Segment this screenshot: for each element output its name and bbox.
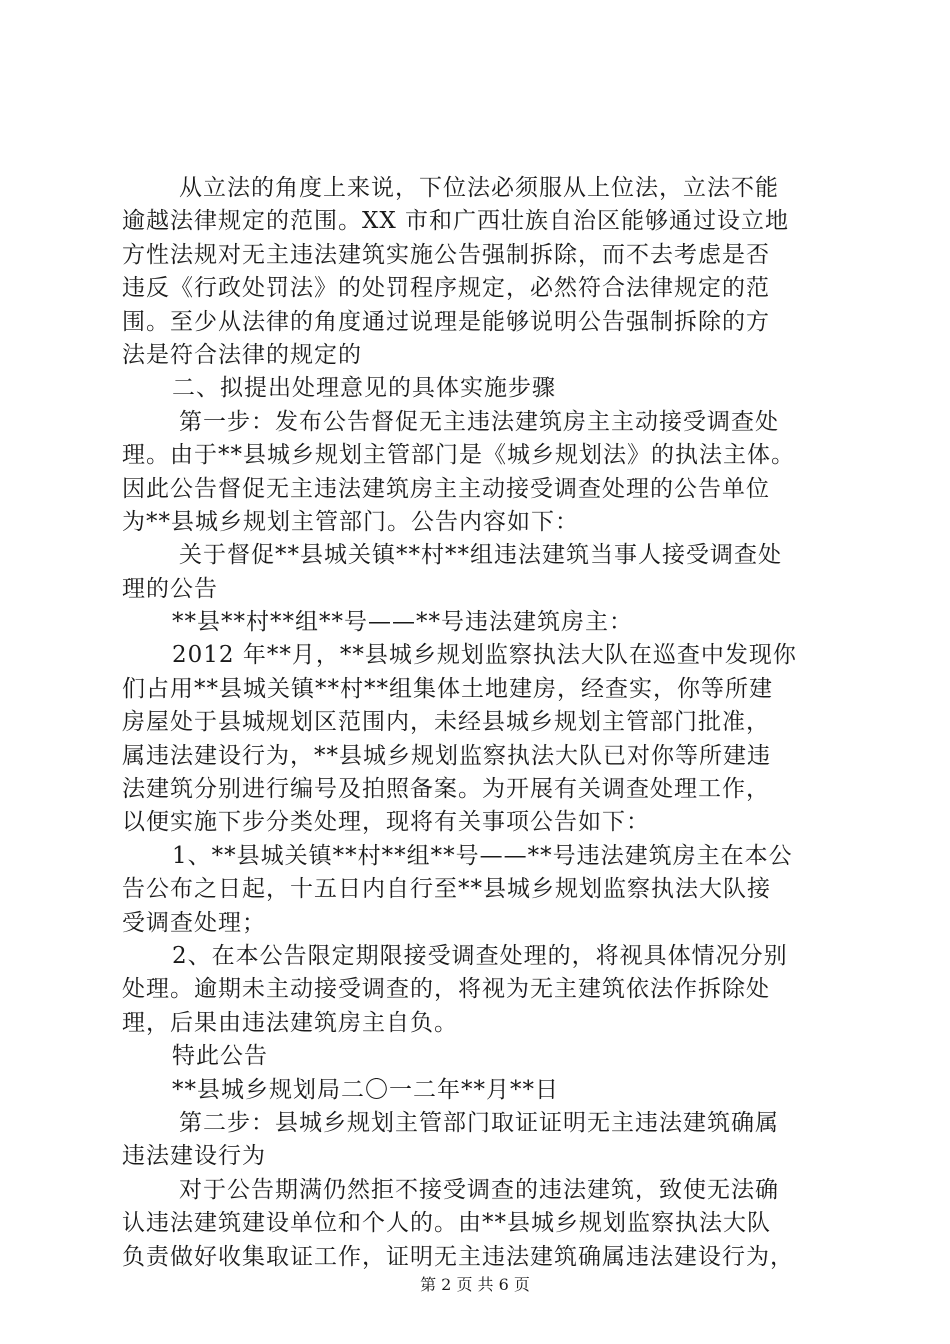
- paragraph-line: 负责做好收集取证工作，证明无主违法建筑确属违法建设行为，: [122, 1243, 794, 1270]
- notice-signature: **县城乡规划局二〇一二年**月**日: [172, 1076, 559, 1103]
- paragraph-line: 违法建设行为: [122, 1143, 266, 1170]
- notice-closing: 特此公告: [172, 1043, 268, 1070]
- page-footer: 第 2 页 共 6 页: [420, 1275, 530, 1294]
- paragraph-line: 第二步：县城乡规划主管部门取证证明无主违法建筑确属: [179, 1109, 779, 1136]
- list-item: 告公布之日起，十五日内自行至**县城乡规划监察执法大队接: [122, 876, 771, 903]
- list-item: 2、在本公告限定期限接受调查处理的，将视具体情况分别: [172, 942, 788, 969]
- section-heading: 二、拟提出处理意见的具体实施步骤: [172, 375, 556, 402]
- paragraph-line: 理。由于**县城乡规划主管部门是《城乡规划法》的执法主体。: [122, 442, 795, 469]
- paragraph-line: 逾越法律规定的范围。XX 市和广西壮族自治区能够通过设立地: [122, 208, 790, 235]
- paragraph-line: 法建筑分别进行编号及拍照备案。为开展有关调查处理工作，: [122, 776, 770, 803]
- paragraph-line: 们占用**县城关镇**村**组集体土地建房，经查实，你等所建: [122, 675, 773, 702]
- paragraph-line: 认违法建筑建设单位和个人的。由**县城乡规划监察执法大队: [122, 1210, 771, 1237]
- list-item: 1、**县城关镇**村**组**号——**号违法建筑房主在本公: [172, 842, 793, 869]
- list-item: 受调查处理；: [122, 909, 266, 936]
- paragraph-line: 方性法规对无主违法建筑实施公告强制拆除，而不去考虑是否: [122, 241, 770, 268]
- document-body: [122, 172, 842, 1274]
- paragraph-line: 围。至少从法律的角度通过说理是能够说明公告强制拆除的方: [122, 308, 770, 335]
- paragraph-line: 第一步：发布公告督促无主违法建筑房主主动接受调查处: [179, 408, 779, 435]
- paragraph-line: 为**县城乡规划主管部门。公告内容如下：: [122, 508, 579, 535]
- notice-addressee: **县**村**组**号——**号违法建筑房主：: [172, 609, 633, 636]
- paragraph-line: 属违法建设行为，**县城乡规划监察执法大队已对你等所建违: [122, 742, 771, 769]
- notice-title: 理的公告: [122, 575, 218, 602]
- paragraph-line: 2012 年**月，**县城乡规划监察执法大队在巡查中发现你: [172, 642, 797, 669]
- list-item: 处理。逾期未主动接受调查的，将视为无主建筑依法作拆除处: [122, 976, 770, 1003]
- paragraph-line: 以便实施下步分类处理，现将有关事项公告如下：: [122, 809, 650, 836]
- list-item: 理，后果由违法建筑房主自负。: [122, 1009, 458, 1036]
- paragraph-line: 因此公告督促无主违法建筑房主主动接受调查处理的公告单位: [122, 475, 770, 502]
- paragraph-line: 从立法的角度上来说，下位法必须服从上位法，立法不能: [179, 175, 779, 201]
- paragraph-line: 法是符合法律的规定的: [122, 341, 362, 368]
- paragraph-line: 房屋处于县城规划区范围内，未经县城乡规划主管部门批准，: [122, 709, 770, 736]
- paragraph-line: 对于公告期满仍然拒不接受调查的违法建筑，致使无法确: [179, 1176, 779, 1203]
- paragraph-line: 违反《行政处罚法》的处罚程序规定，必然符合法律规定的范: [122, 275, 770, 302]
- notice-title: 关于督促**县城关镇**村**组违法建筑当事人接受调查处: [179, 542, 782, 569]
